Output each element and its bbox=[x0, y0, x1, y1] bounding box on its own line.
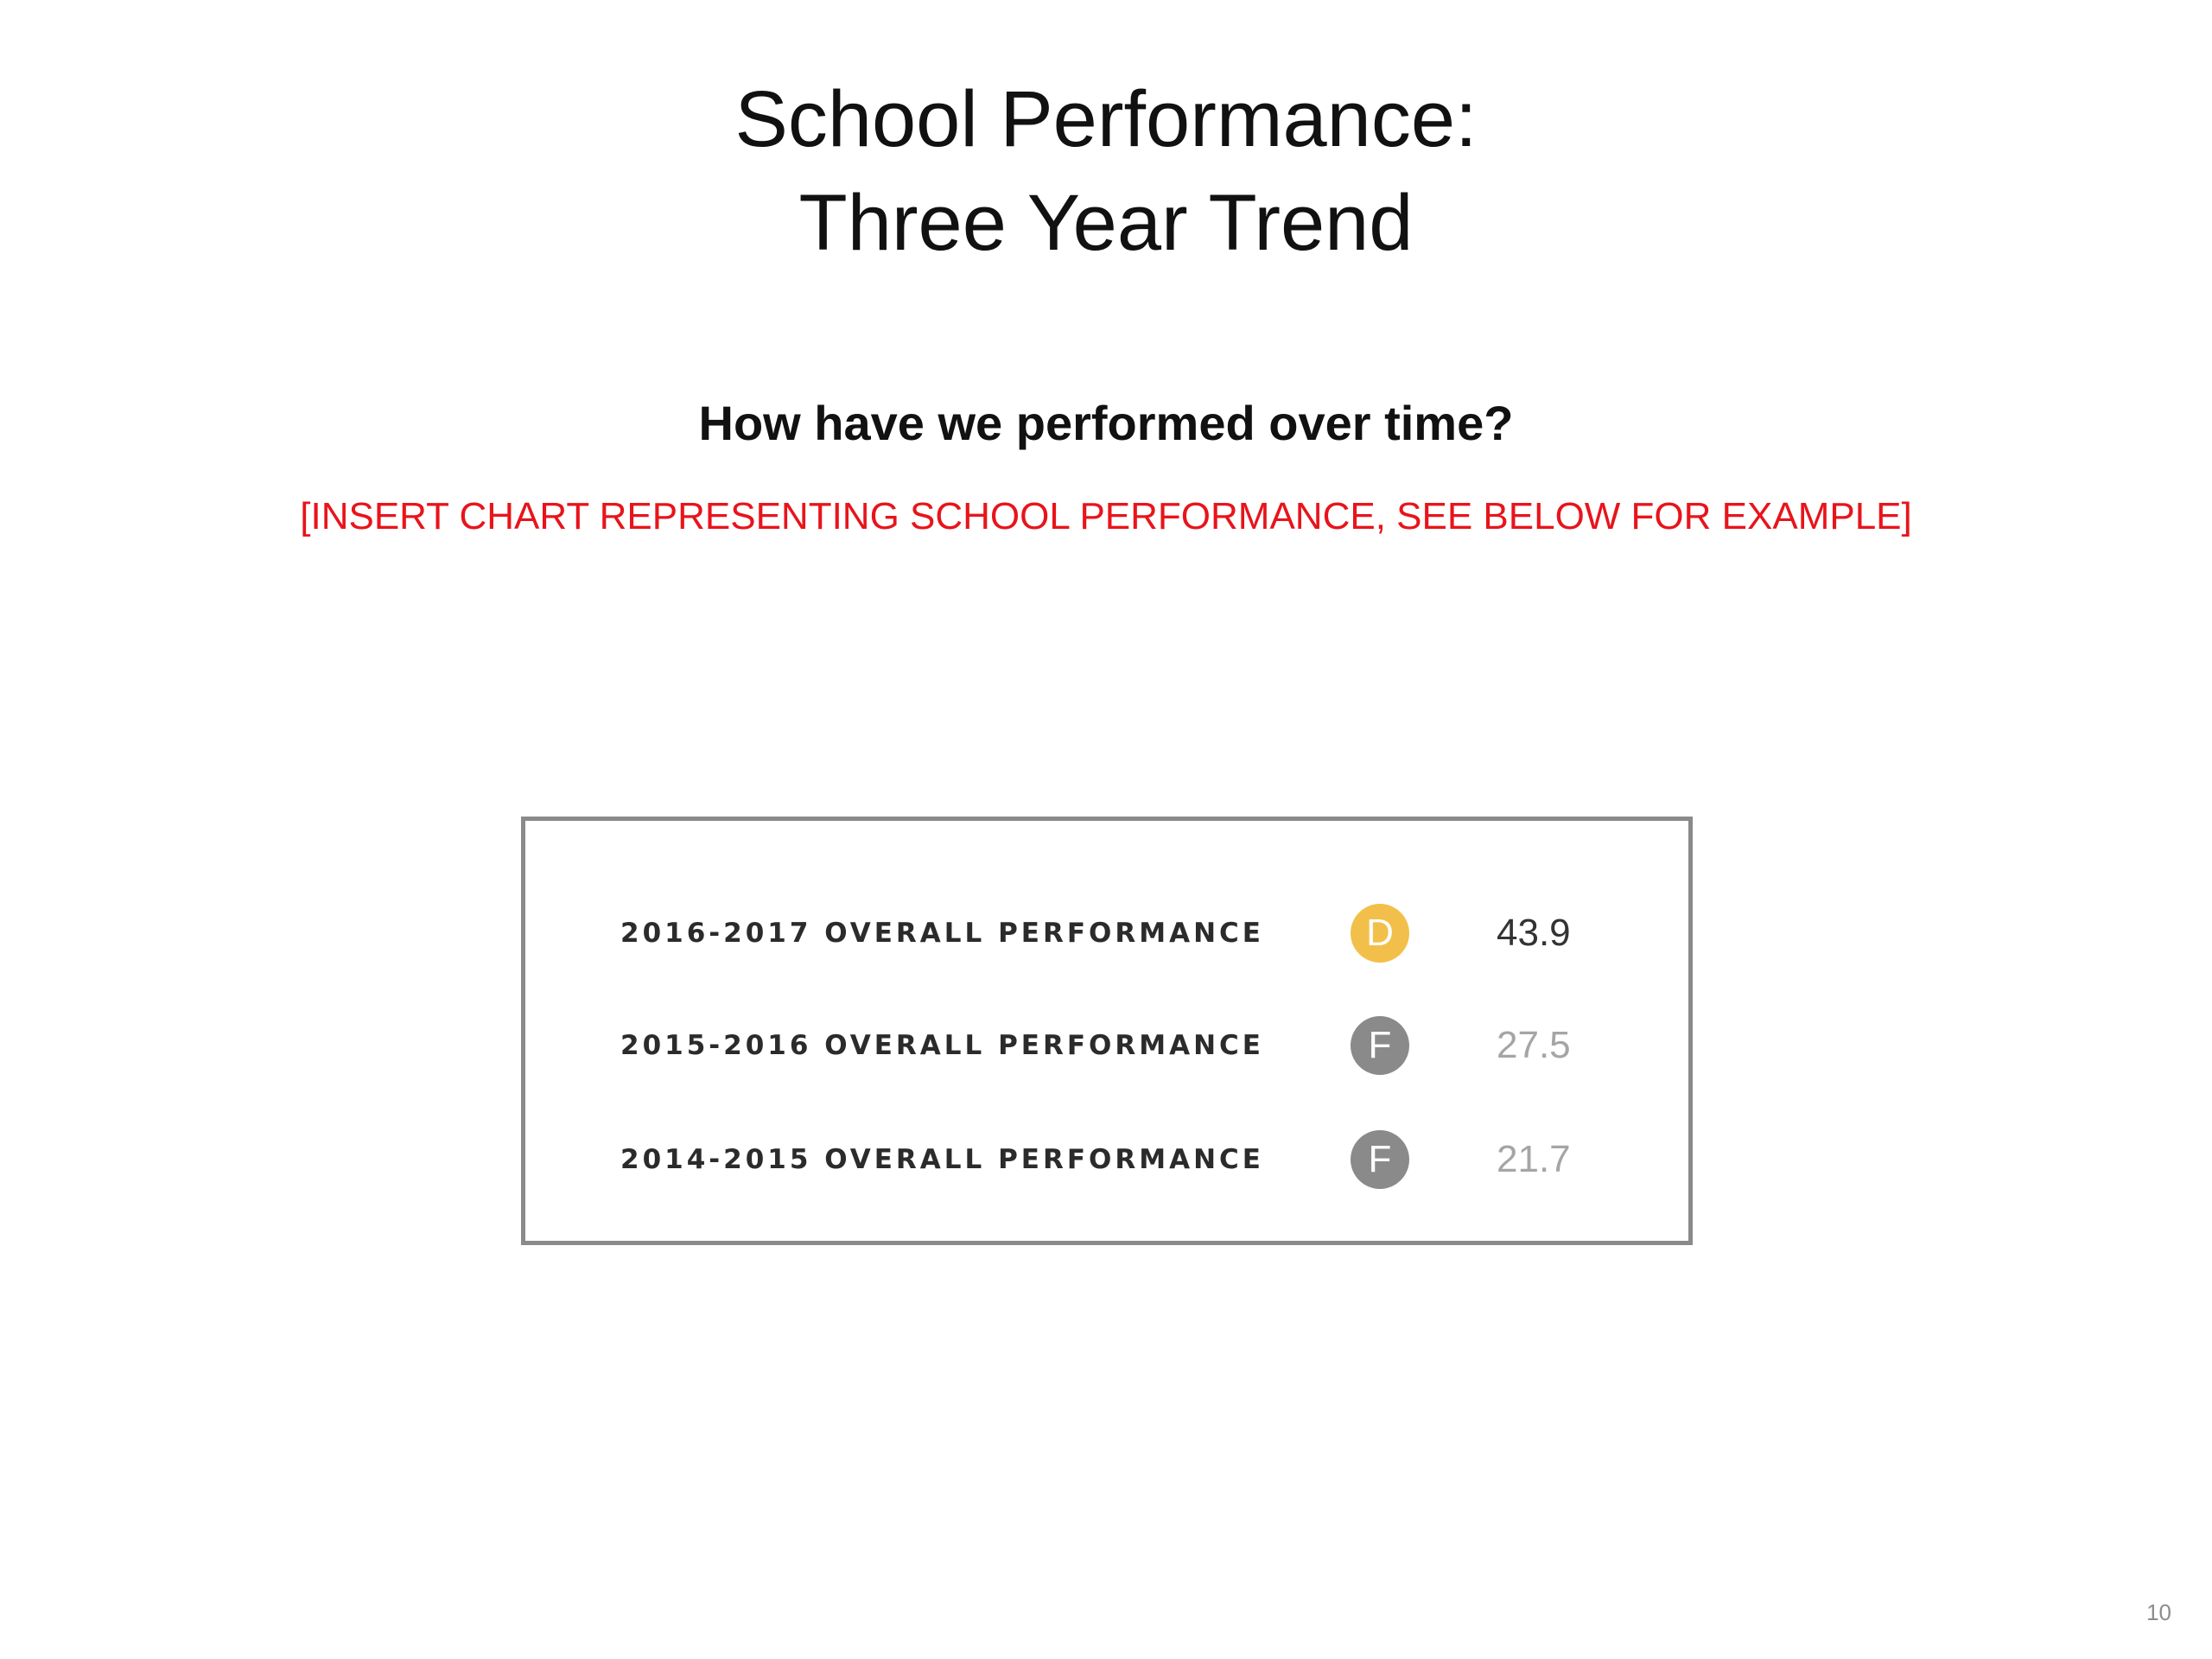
performance-row bbox=[525, 1007, 1688, 1084]
performance-row bbox=[525, 1121, 1688, 1198]
performance-summary-box bbox=[521, 817, 1693, 1245]
grade-badge: D bbox=[1351, 904, 1409, 963]
page-number: 10 bbox=[2146, 1599, 2171, 1625]
grade-badge: F bbox=[1351, 1016, 1409, 1075]
performance-score: 21.7 bbox=[1497, 1138, 1571, 1180]
performance-row-label: 2014-2015 OVERALL PERFORMANCE bbox=[620, 1144, 1264, 1175]
placeholder-instruction: [INSERT CHART REPRESENTING SCHOOL PERFORMANCE, SEE BELOW FOR EXAMPLE] bbox=[300, 495, 1912, 537]
grade-badge: F bbox=[1351, 1130, 1409, 1189]
slide-title-line-1: School Performance: bbox=[734, 75, 1478, 163]
slide-title-line-2: Three Year Trend bbox=[798, 179, 1414, 267]
performance-row bbox=[525, 894, 1688, 972]
performance-row-label: 2015-2016 OVERALL PERFORMANCE bbox=[620, 1030, 1264, 1061]
performance-row-label: 2016-2017 OVERALL PERFORMANCE bbox=[620, 918, 1264, 949]
slide-title bbox=[0, 67, 2212, 275]
slide-subtitle: How have we performed over time? bbox=[698, 396, 1514, 450]
performance-score: 43.9 bbox=[1497, 912, 1571, 954]
performance-score: 27.5 bbox=[1497, 1024, 1571, 1066]
